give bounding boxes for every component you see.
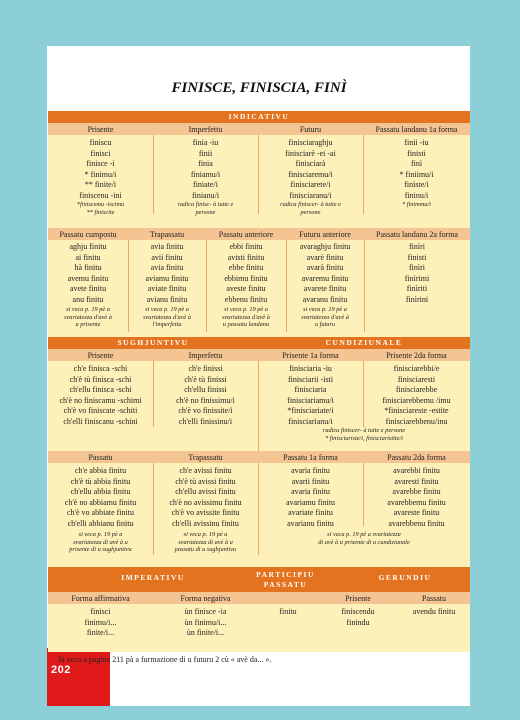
conjugation-cell: ch'è tù finissi [184,374,227,384]
conjugation-cell: finìri [409,263,425,272]
conjugation-cell: ch'e abbia finitu [74,466,127,475]
grammar-note: si veca p. 19 pè a svariatezza d'avè à u prisente [64,306,112,328]
page-title: FINISCE, FINISCIA, FINÌ [171,80,347,96]
conjugation-cell: avarii finitu [291,476,330,486]
conjugation-cell: ch'è no abbiamu finitu [64,497,137,507]
conjugation-cell: ch'elli finiscanu -schini [63,416,138,426]
column-header: Passatu 1a forma [283,453,338,462]
conjugation-cell: aviate finitu [147,284,187,293]
cundiziunale-label: CUNDIZIUNALE [325,338,403,347]
conjugation-cell: avarebbe finitu [392,487,441,496]
conjugation-cell: ebbenu finitu [224,294,268,304]
conjugation-cell: ùn finite/i... [186,628,225,637]
conjugation-cell: avendu finitu [412,607,456,616]
conjugation-cell: aveste finitu [226,284,266,293]
conjugation-cell: finisciarebbenu/inu [385,416,448,426]
grammar-note: si veca p. 19 pè a svariatezza di avè à u prisente di u sughjuntivu [69,531,132,553]
conjugation-cell: finisciarii -isti [287,374,334,384]
conjugation-cell: avarete finitu [303,284,347,293]
conjugation-cell: finianu/i [191,190,220,200]
conjugation-cell: ** finite/i [84,180,117,189]
conjugation-cell: ch'ellu avissi finitu [175,487,236,496]
conjugation-cell: finite/i... [86,628,115,637]
conjugation-cell: finii -iu [404,138,429,147]
column-divider [258,135,259,214]
conjugation-cell: fininu/i [404,190,429,200]
column-divider [363,135,364,214]
column-header: Forma affirmativa [71,594,130,603]
conjugation-cell: ch'elli abbianu finitu [67,518,134,528]
conjugation-cell: finia -iu [192,138,219,147]
conjugation-cell: avariamu finitu [285,497,336,507]
conjugation-cell: avareste finitu [393,508,440,517]
conjugation-cell: ch'ellu abbia finitu [70,487,131,496]
conjugation-cell: finì [410,159,423,168]
conjugation-cell: avianu finitu [146,294,188,304]
conjugation-cell: finisciarè -ei -ai [285,148,336,158]
conjugation-cell: ch'è vo finiscate -schiti [63,406,138,415]
conjugation-cell: finiamu/i [190,169,221,179]
conjugation-cell: finisciaraghju [288,138,333,147]
column-header: Passatu landanu 2a forma [376,230,458,239]
grammar-note: si veca p. 19 pè a svariatezza d'avè à u futuru [301,306,349,328]
conjugation-cell: finisciaresti [397,374,436,384]
conjugation-cell: avaranu finitu [302,294,348,304]
conjugation-cell: ebbe finitu [228,263,264,272]
conjugation-cell: ch'è tù finisca -schi [69,374,132,384]
conjugation-cell: avia finitu [150,242,184,251]
conjugation-cell: avarebbenu finitu [388,518,445,528]
column-divider [153,361,154,427]
conjugation-cell: *finisciareste -estite [384,406,449,415]
footer-note: Si veca a pagina 211 pà a furmazione di u futuru 2 cù « avè da... ». [58,655,272,664]
conjugation-cell: avaria finitu [291,466,330,475]
conjugation-cell: avisti finitu [227,252,265,262]
column-divider [363,463,364,526]
conjugation-cell: finisci [90,607,111,616]
conjugation-cell: * finimu/i [84,169,117,179]
conjugation-table [48,111,470,652]
conjugation-cell: finìri [409,242,425,251]
column-header: Prisente [87,351,114,360]
conjugation-cell: finisciarà [295,159,326,168]
conjugation-cell: finìrimi [404,273,430,283]
conjugation-cell: avaresti finitu [394,476,439,486]
conjugation-cell: finiscendu [341,607,375,616]
conjugation-cell: finisciaria -iu [289,364,332,373]
indicativu-label: INDICATIVU [228,112,290,121]
grammar-note: radica finisc- à tutte e persone [177,201,234,216]
conjugation-cell: ch'elli avissinu finitu [172,518,239,528]
conjugation-cell: ch'è tù avissi finitu [175,476,236,486]
conjugation-cell: avarianu finitu [287,518,334,528]
grammar-note: * finimmu/i [402,201,431,208]
conjugation-cell: ùn finimu/i... [184,617,227,627]
conjugation-cell: ch'è no finissimu/i [176,395,235,405]
conjugation-cell: finisciaria [294,385,327,394]
conjugation-cell: *finisciariate/i [287,406,334,415]
grammar-note: si veca p. 19 pè a svariatezza di avè à u passatu di u sughjuntivu [174,531,237,553]
conjugation-cell: finiscu [89,138,112,147]
conjugation-cell: finia [198,159,213,168]
conjugation-cell: finisti [407,252,427,262]
conjugation-cell: aviamu finitu [145,273,189,283]
conjugation-cell: avaria finitu [291,487,330,496]
conjugation-cell: avarebbemu finitu [387,497,446,507]
conjugation-cell: finisciaremu/i [288,169,333,179]
conjugation-cell: ùn finisce -ia [184,607,227,616]
grammar-note: radica finiscer- à tutte e persone * finisciariste/i, finisciaristite/i [322,427,406,442]
conjugation-cell: anu finitu [72,294,104,304]
grammar-note: si veca p. 19 pè a svariatezza di avè à u prisente di u cundiziunale [318,531,410,546]
conjugation-cell: finiste/i [404,180,429,189]
column-divider [128,240,129,332]
column-header: Passatu cumpostu [59,230,117,239]
column-divider [153,135,154,214]
conjugation-cell: finimu/i... [84,617,117,627]
column-header: Imperfettu [188,351,223,360]
column-header: Prisente [345,594,371,603]
conjugation-cell: finisce -i [86,159,115,168]
conjugation-cell: finìrini [405,294,429,304]
column-header: Prisente 1a forma [282,351,339,360]
conjugation-cell: finindu [346,617,370,627]
conjugation-cell: ch'ellu finissi [184,385,227,394]
conjugation-cell: avemu finitu [67,273,109,283]
conjugation-cell: aghju finitu [69,242,107,251]
gerundiu-label: GERUNDIU [378,573,432,582]
conjugation-cell: ch'e finisca -schi [73,364,128,373]
column-divider [258,361,259,451]
column-divider [153,463,154,555]
grammar-note: si veca p. 19 pè a svariatezza d'avè à u passatu landanu [222,306,270,328]
conjugation-cell: ch'elli finissinu/i [178,416,233,426]
grammar-note: *finiscemu -iscimu ** finiscite [76,201,125,216]
conjugation-cell: ebbimu finitu [224,273,268,283]
conjugation-cell: finisci [90,148,111,158]
conjugation-cell: avia finitu [150,263,184,272]
imperativu-label: IMPERATIVU [121,573,185,582]
conjugation-cell: finisciarebbe [395,385,438,394]
column-divider [258,463,259,555]
conjugation-cell: hà finitu [74,263,102,272]
column-header: Futuru anteriore [299,230,351,239]
column-header: Trapassatu [188,453,223,462]
conjugation-cell: ch'è tù abbia finitu [70,476,131,486]
conjugation-cell: finisciarebbemu /imu [382,395,451,405]
column-header: Passatu 2da forma [387,453,446,462]
conjugation-cell: avete finitu [69,284,107,293]
conjugation-cell: finisciariamu/i [287,395,334,405]
conjugation-cell: avii finitu [151,252,183,262]
conjugation-cell: finii [198,148,213,158]
column-header: Futuru [299,125,322,134]
conjugation-cell: ebbi finitu [229,242,263,251]
conjugation-cell: finitu [279,607,297,616]
conjugation-cell: finìriti [406,284,428,293]
column-header: Trapassatu [149,230,185,239]
column-header: Passatu landanu 1a forma [375,125,458,134]
conjugation-cell: ch'è vo avissite finitu [171,508,240,517]
conjugation-cell: finiate/i [193,180,218,189]
conjugation-cell: ch'è vo abbiate finitu [67,508,134,517]
column-divider [286,240,287,332]
column-header: Prisente [87,125,114,134]
conjugation-cell: avarà finitu [306,263,344,272]
conjugation-cell: finisciarebbi/e [393,364,440,373]
conjugation-cell: avaraghju finitu [299,242,351,251]
conjugation-cell: ch'e avissi finitu [179,466,232,475]
column-header: Passatu [88,453,113,462]
conjugation-cell: ch'è no avissimu finitu [169,497,242,507]
column-header: Imperfettu [188,125,223,134]
grammar-note: radica finiscer- à tutte e persone [280,201,341,216]
conjugation-cell: finisciaranu/i [289,190,332,200]
conjugation-cell: finisciarete/i [290,180,331,189]
column-divider [363,361,364,427]
page-number: 202 [51,664,71,676]
conjugation-cell: avarebbi finitu [393,466,440,475]
column-header: Passatu [422,594,446,603]
conjugation-cell: ch'è no finiscamu -schimi [59,395,142,405]
conjugation-cell: finisti [407,148,426,158]
column-header: Forma negativa [180,594,231,603]
participiu-label: PARTICIPIU PASSATU [256,570,315,589]
column-header: Passatu anteriore [218,230,274,239]
grammar-note: si veca p. 19 pè a svariatezza d'avè à l'imperfettu [143,306,191,328]
conjugation-cell: ch'ellu finisca -schi [69,385,132,394]
column-header: Prisente 2da forma [386,351,447,360]
column-divider [364,240,365,332]
conjugation-cell: ch'è vo finissite/i [178,406,233,415]
conjugation-cell: finisciarianu/i [288,416,333,426]
conjugation-cell: avariate finitu [288,508,333,517]
sughjuntivu-label: SUGHJUNTIVU [117,338,189,347]
conjugation-cell: avarè finitu [306,252,344,262]
conjugation-cell: ai finitu [75,252,101,262]
conjugation-cell: avaremu finitu [301,273,349,283]
conjugation-cell: * finiimu/i [399,169,434,179]
conjugation-cell: finiscenu -ini [79,190,122,200]
conjugation-cell: ch'e finissi [188,364,223,373]
column-divider [206,240,207,332]
